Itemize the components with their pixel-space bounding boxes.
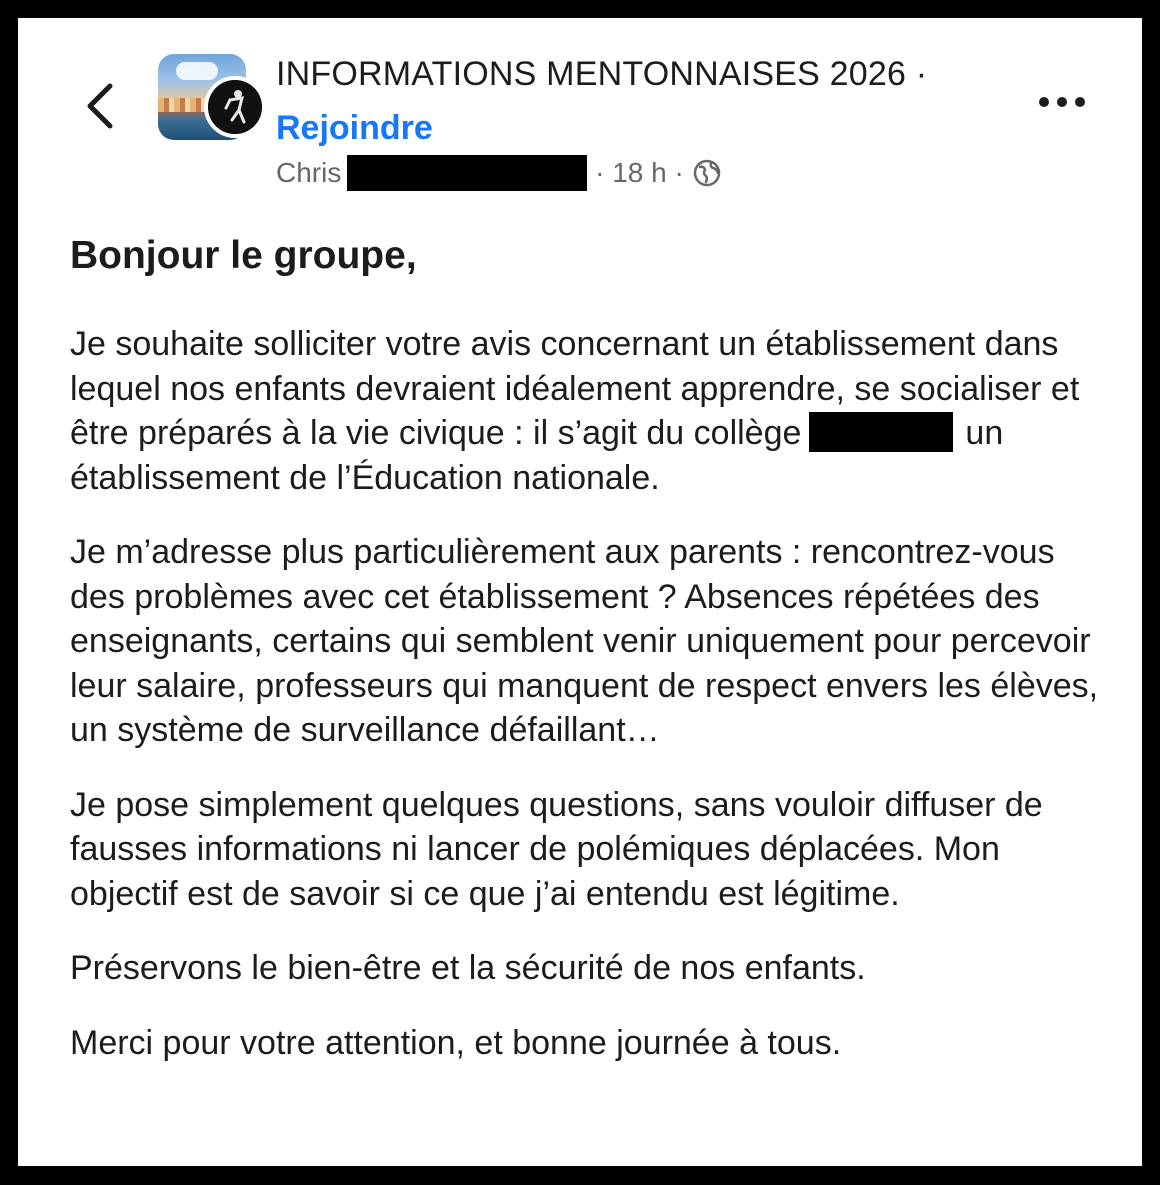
group-name[interactable]: INFORMATIONS MENTONNAISES 2026 · (276, 55, 928, 93)
join-group-link[interactable]: Rejoindre (276, 109, 433, 147)
post-paragraph-5: Merci pour votre attention, et bonne journée à tous. (70, 1023, 842, 1062)
post-paragraph-1 (70, 322, 1110, 500)
post-time[interactable]: 18 h (612, 156, 667, 188)
avatar-cloud (176, 62, 218, 80)
post-greeting: Bonjour le groupe, (70, 234, 417, 277)
globe-icon (692, 158, 722, 188)
post-paragraph-2: Je m’adresse plus particulièrement aux parents : rencontrez-vous des problèmes avec cet établissement ? Absences répétées des enseignants, certains qui semblent venir uniquement pour percevoir leur salaire, professeurs qui manquent de respect envers les élèves, un système de surveillance défaillant… (70, 533, 1099, 749)
user-avatar[interactable] (204, 76, 266, 138)
post-card (18, 18, 1142, 1166)
redacted-school-name (809, 412, 953, 452)
post-meta (276, 152, 722, 192)
more-horizontal-icon (1034, 90, 1090, 114)
paragraph-1-text-end: un établissement de l’Éducation nationale. (70, 414, 1004, 497)
meta-separator: · (674, 156, 684, 188)
post-paragraph-4: Préservons le bien-être et la sécurité de nos enfants. (70, 949, 866, 987)
post-paragraph-3: Je pose simplement quelques questions, sans vouloir diffuser de fausses informations ni lancer de polémiques déplacées. Mon objectif est de savoir si ce que j’ai entendu est légitime. (70, 785, 1043, 913)
meta-separator: · (595, 156, 605, 188)
user-avatar-figure (208, 80, 262, 134)
back-button[interactable] (80, 80, 120, 132)
more-options-button[interactable] (1034, 90, 1090, 114)
chevron-left-icon (80, 80, 120, 132)
author-name[interactable]: Chris (276, 156, 342, 188)
paragraph-1-text-start: Je souhaite solliciter votre avis concernant un établissement dans lequel nos enfants devraient idéalement apprendre, se socialiser et être préparés à la vie civique : il s’agit du collège (70, 325, 1080, 452)
redacted-surname (347, 155, 587, 191)
post-body (70, 230, 1110, 1095)
